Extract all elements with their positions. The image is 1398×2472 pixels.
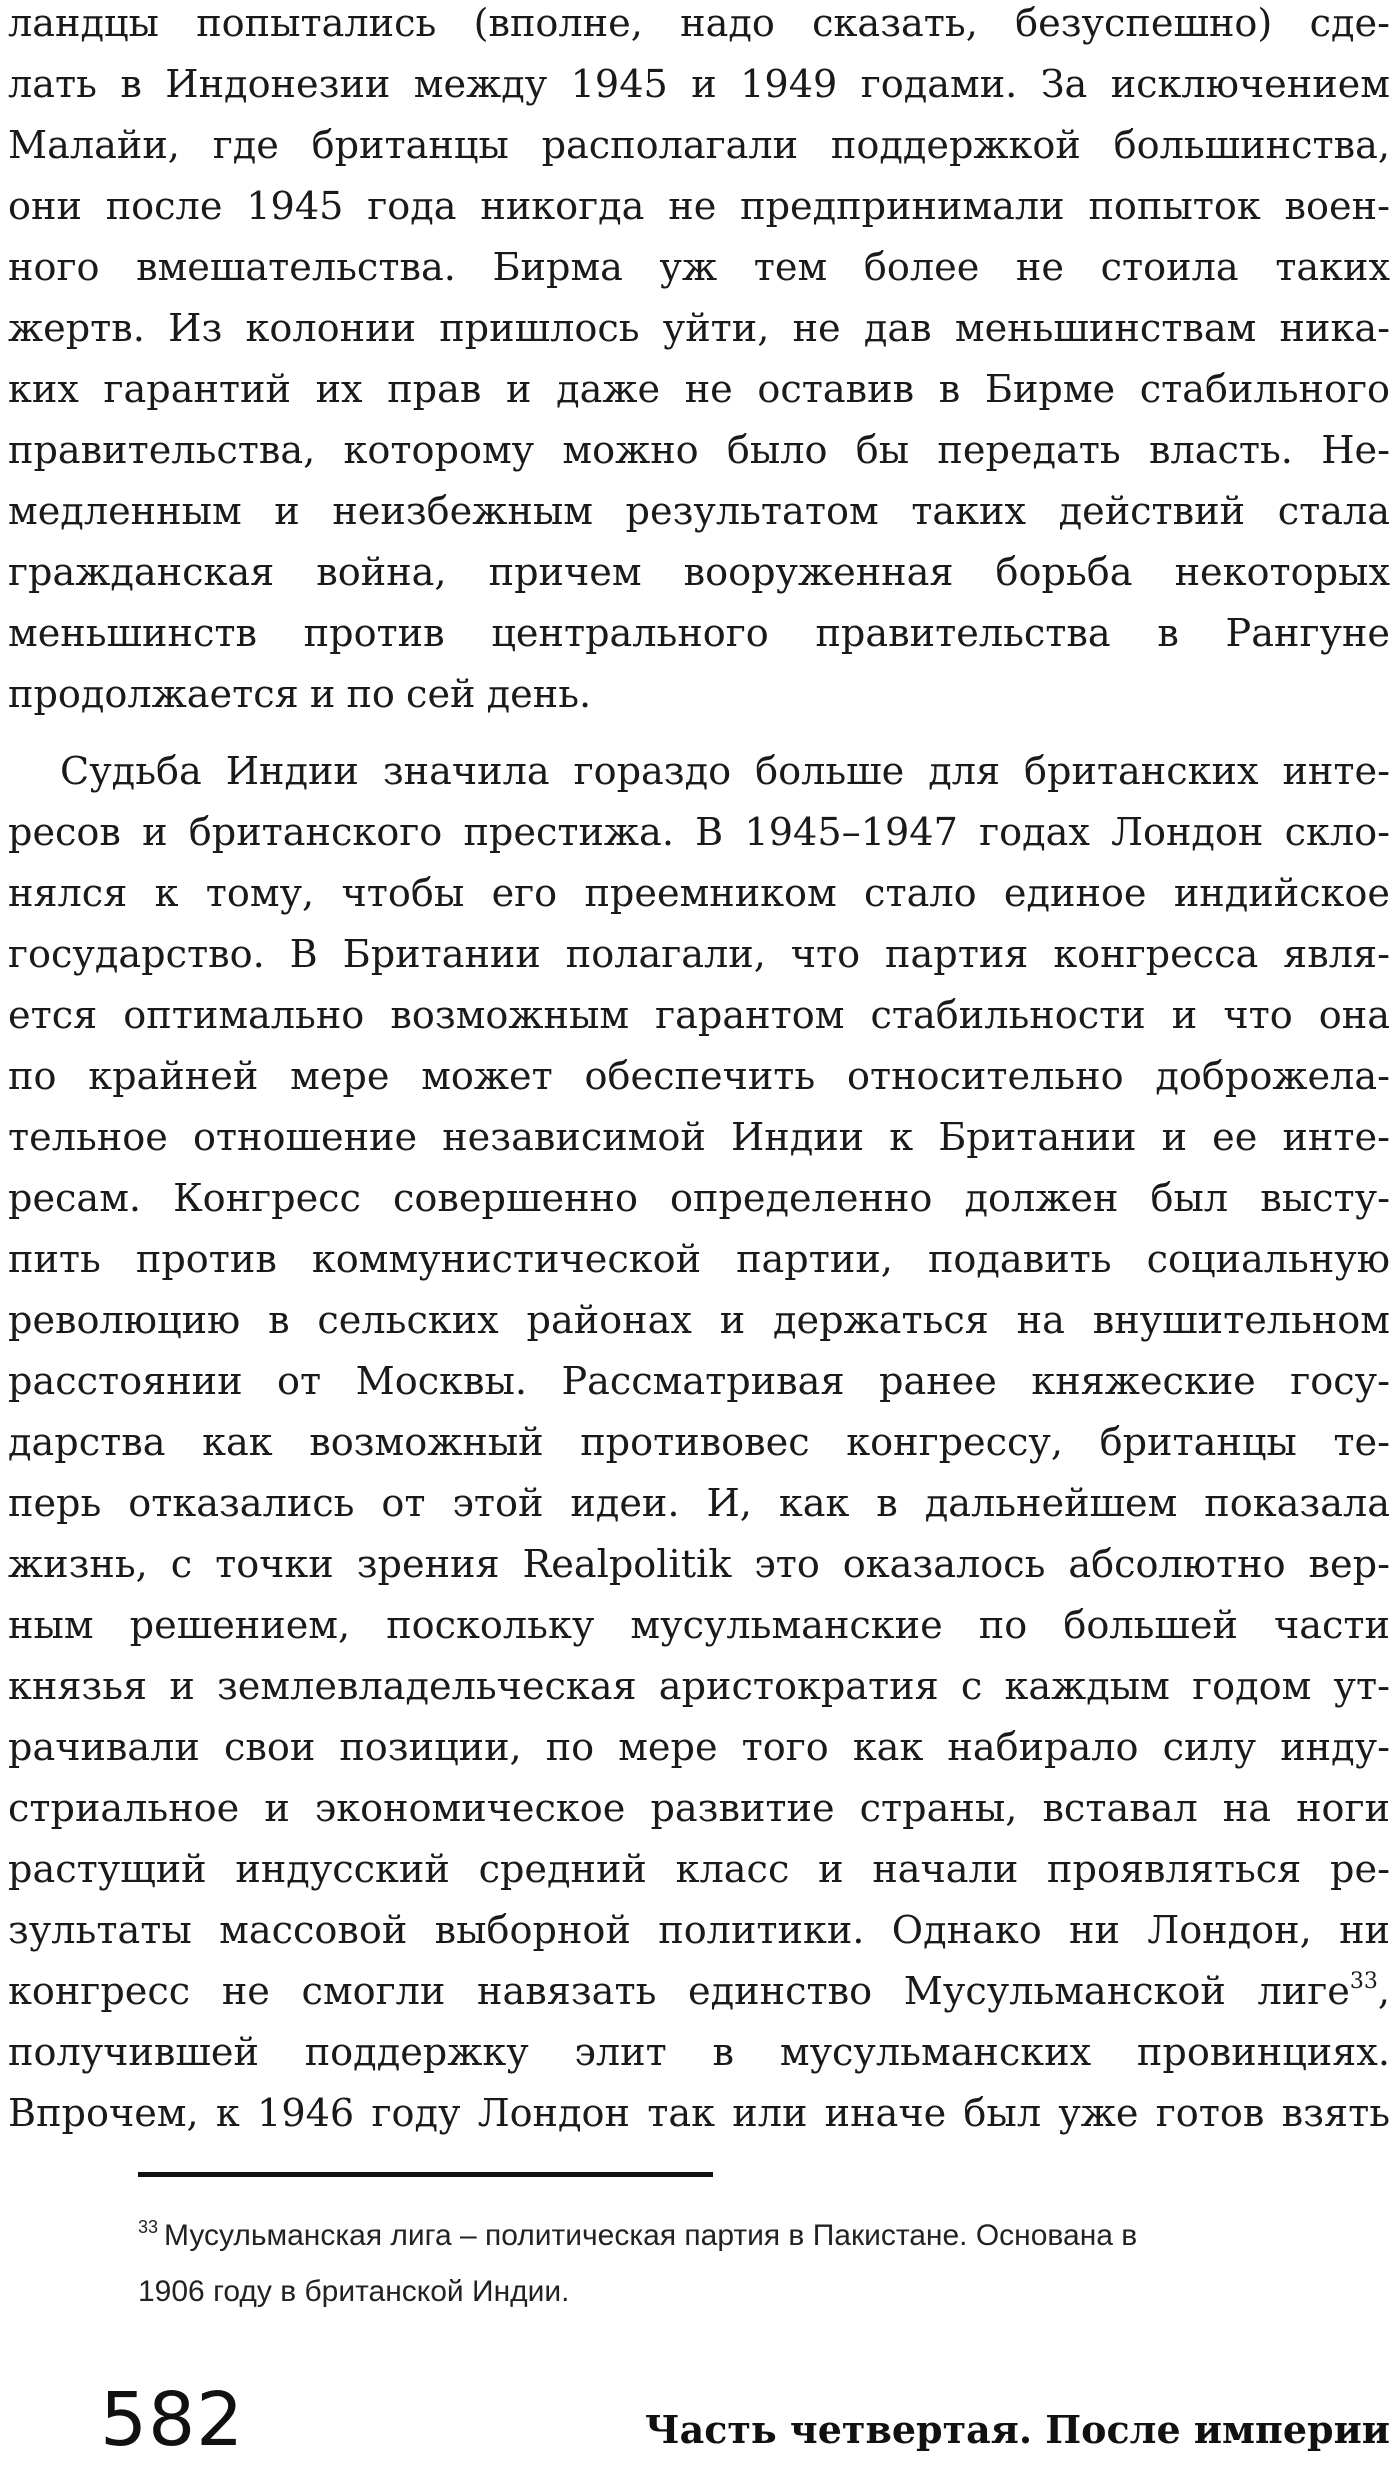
text-line: ких гарантий их прав и даже не оставив в Бирме стабильного <box>8 368 1390 412</box>
text-line: пить против коммунистической партии, подавить социальную <box>8 1238 1390 1282</box>
text-line: революцию в сельских районах и держаться на внушительном <box>8 1299 1390 1343</box>
text-line: нялся к тому, чтобы его преемником стало единое индийское <box>8 872 1390 916</box>
footnote-reference[interactable]: 33 <box>1349 1969 1378 1994</box>
text-line: жизнь, с точки зрения Realpolitik это оказалось абсолютно вер- <box>8 1543 1390 1587</box>
text-line: ного вмешательства. Бирма уж тем более не стоила таких <box>8 246 1390 290</box>
text-line: расстоянии от Москвы. Рассматривая ранее княжеские госу- <box>8 1360 1390 1404</box>
text-line: ресов и британского престижа. В 1945–1947 годах Лондон скло- <box>8 811 1390 855</box>
text-line: жертв. Из колонии пришлось уйти, не дав меньшинствам никa- <box>8 307 1390 351</box>
text-line: ным решением, поскольку мусульманские по большей части <box>8 1604 1390 1648</box>
text-line: Малайи, где британцы располагали поддержкой большинства, <box>8 124 1390 168</box>
text-line: стриальное и экономическое развитие страны, вставал на ноги <box>8 1787 1390 1831</box>
text-line: государство. В Британии полагали, что партия конгресса явля- <box>8 933 1390 977</box>
footnote-number: 33 <box>138 2217 159 2237</box>
text-line: ется оптимально возможным гарантом стабильности и что она <box>8 994 1390 1038</box>
text-line: ландцы попытались (вполне, надо сказать, безуспешно) сде- <box>8 2 1390 46</box>
text-line: меньшинств против центрального правительства в Рангуне <box>8 612 1390 656</box>
text-line-content: Судьба Индии значила гораздо больше для британских инте- <box>60 750 1390 794</box>
text-line: ресам. Конгресс совершенно определенно должен был высту- <box>8 1177 1390 1221</box>
text-line: перь отказались от этой идеи. И, как в дальнейшем показала <box>8 1482 1390 1526</box>
text-line: продолжается и по сей день. <box>8 673 592 717</box>
footnote <box>138 2208 1393 2320</box>
book-page <box>8 0 1390 2472</box>
footnote-line <box>138 2208 1393 2264</box>
paragraph-1 <box>8 0 1390 726</box>
text-line: князья и землевладельческая аристократия с каждым годом ут- <box>8 1665 1390 1709</box>
text-line: лать в Индонезии между 1945 и 1949 годами. За исключением <box>8 63 1390 107</box>
text-line: по крайней мере может обеспечить относительно доброжела- <box>8 1055 1390 1099</box>
text-line: рачивали свои позиции, по мере того как набирало силу инду- <box>8 1726 1390 1770</box>
running-head: Часть четвертая. После империи <box>644 2407 1390 2452</box>
text-line: получившей поддержку элит в мусульманских провинциях. <box>8 2031 1390 2075</box>
page-number: 582 <box>100 2377 245 2463</box>
footnote-text: Мусульманская лига – политическая партия в Пакистане. Основана в <box>164 2219 1138 2252</box>
text-line-with-footnote <box>8 1962 1390 2023</box>
text-line: они после 1945 года никогда не предпринимали попыток воен- <box>8 185 1390 229</box>
footnote-divider <box>138 2172 713 2177</box>
paragraph-2 <box>8 742 1390 2145</box>
text-line: растущий индусский средний класс и начали проявляться ре- <box>8 1848 1390 1892</box>
text-line: дарства как возможный противовес конгрессу, британцы те- <box>8 1421 1390 1465</box>
text-line-content: конгресс не смогли навязать единство Мусульманской лиге <box>8 1970 1350 2014</box>
text-line: тельное отношение независимой Индии к Британии и ее инте- <box>8 1116 1390 1160</box>
text-line: зультаты массовой выборной политики. Однако ни Лондон, ни <box>8 1909 1390 1953</box>
text-line: медленным и неизбежным результатом таких действий стала <box>8 490 1390 534</box>
text-line-indented <box>8 742 1390 803</box>
footnote-ref-suffix: , <box>1377 1970 1390 2014</box>
text-line: гражданская война, причем вооруженная борьба некоторых <box>8 551 1390 595</box>
footnote-line: 1906 году в британской Индии. <box>138 2275 570 2308</box>
page-footer <box>8 2377 1390 2463</box>
text-line: Впрочем, к 1946 году Лондон так или иначе был уже готов взять <box>8 2092 1390 2136</box>
text-line: правительства, которому можно было бы передать власть. Не- <box>8 429 1390 473</box>
